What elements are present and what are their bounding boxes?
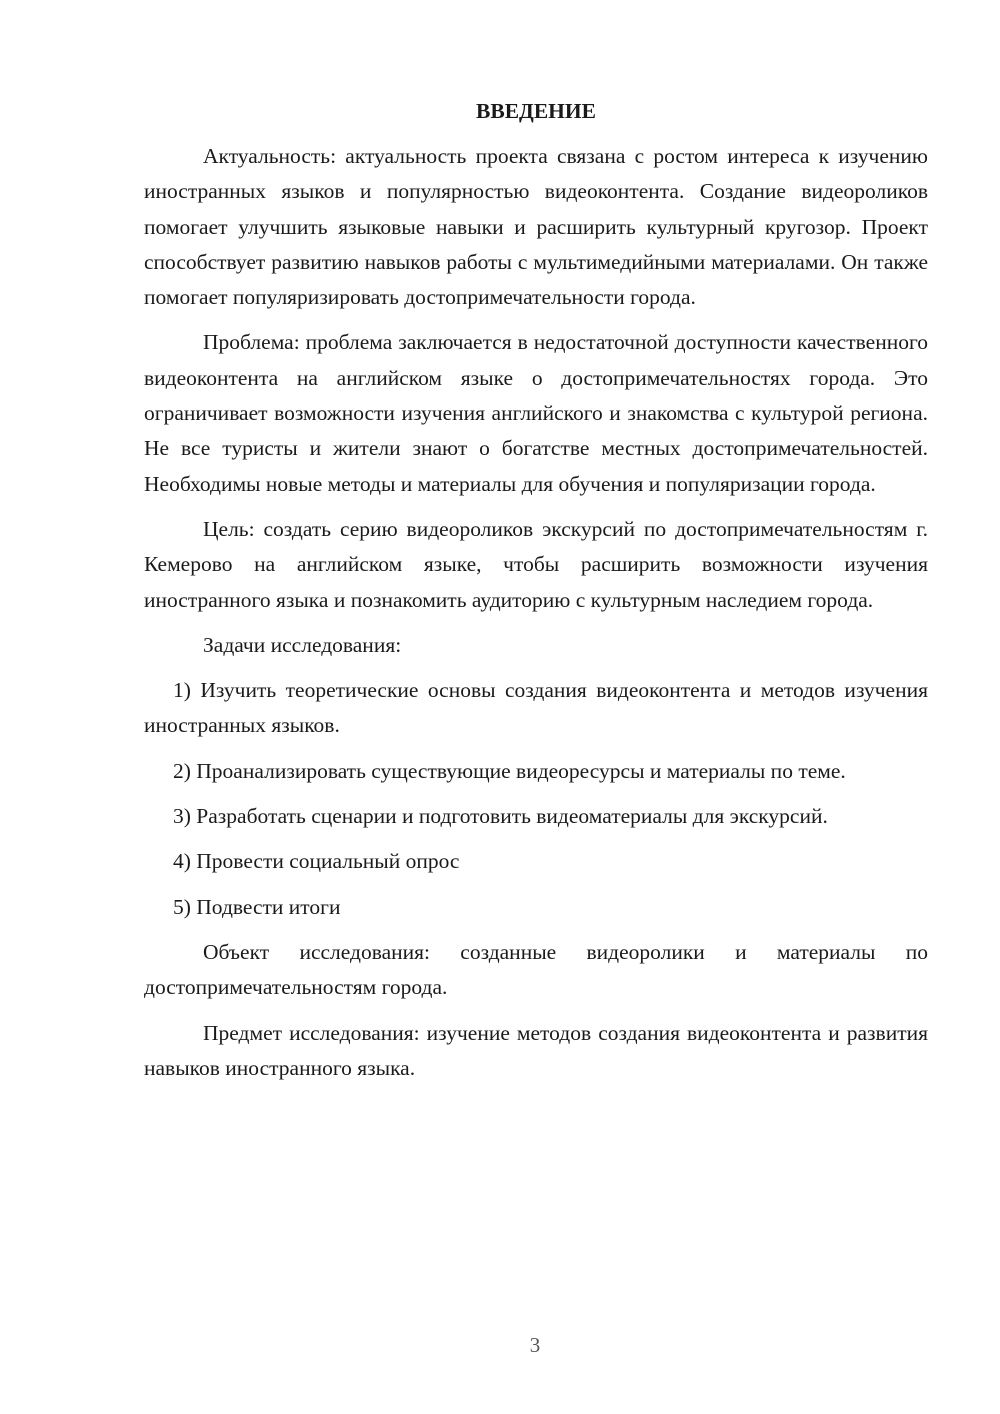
research-subject-paragraph: Предмет исследования: изучение методов создания видеоконтента и развития навыков иностранного языка. [144, 1020, 928, 1080]
section-title: ВВЕДЕНИЕ [476, 99, 596, 123]
tasks-heading: Задачи исследования: [203, 632, 402, 657]
page-number: 3 [529, 1333, 541, 1357]
task-item-1: 1) Изучить теоретические основы создания видеоконтента и методов изучения иностранных языков. [144, 678, 928, 738]
task-item-4: 4) Провести социальный опрос [173, 849, 460, 874]
problem-paragraph: Проблема: проблема заключается в недостаточной доступности качественного видеоконтента на английском языке о достопримечательностях города. Это ограничивает возможности изучения английского и знакомства с культурой региона. Не все туристы и жители знают о богатстве местных достопримечательностей. Необходимы новые методы и материалы для обучения и популяризации города. [144, 330, 928, 496]
goal-paragraph: Цель: создать серию видеороликов экскурсий по достопримечательностям г. Кемерово на английском языке, чтобы расширить возможности изучения иностранного языка и познакомить аудиторию с культурным наследием города. [144, 516, 928, 612]
task-item-3: 3) Разработать сценарии и подготовить видеоматериалы для экскурсий. [173, 804, 828, 829]
research-object-paragraph: Объект исследования: созданные видеоролики и материалы по достопримечательностям города. [144, 939, 928, 1000]
task-item-5: 5) Подвести итоги [173, 894, 341, 919]
relevance-paragraph: Актуальность: актуальность проекта связана с ростом интереса к изучению иностранных языков и популярностью видеоконтента. Создание видеороликов помогает улучшить языковые навыки и расширить культурный кругозор. Проект способствует развитию навыков работы с мультимедийными материалами. Он также помогает популяризировать достопримечательности города. [144, 144, 928, 310]
document-body [144, 94, 928, 1096]
page-number-footer [0, 1330, 1000, 1360]
task-item-2: 2) Проанализировать существующие видеоресурсы и материалы по теме. [173, 758, 846, 783]
